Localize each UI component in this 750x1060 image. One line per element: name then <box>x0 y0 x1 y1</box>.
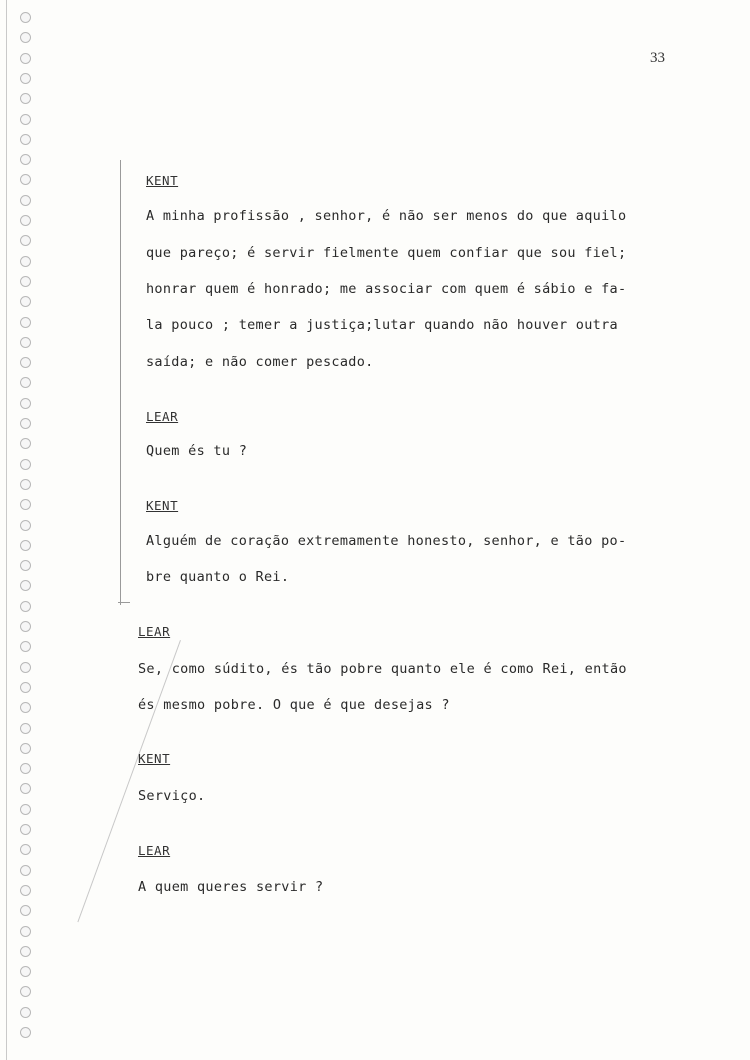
dialogue-line: honrar quem é honrado; me associar com quem é sábio e fa- <box>146 281 627 297</box>
binder-hole <box>20 580 31 591</box>
binder-hole <box>20 256 31 267</box>
dialogue-line: saída; e não comer pescado. <box>146 354 374 370</box>
speaker-name: KENT <box>146 173 179 188</box>
binder-hole <box>20 560 31 571</box>
dialogue-line: Serviço. <box>138 788 206 804</box>
dialogue-line: és mesmo pobre. O que é que desejas ? <box>138 697 450 713</box>
binder-hole <box>20 134 31 145</box>
binder-hole <box>20 885 31 896</box>
binder-hole <box>20 499 31 510</box>
binder-hole <box>20 986 31 997</box>
binder-hole <box>20 154 31 165</box>
binder-hole <box>20 114 31 125</box>
binder-hole <box>20 235 31 246</box>
speaker-name: LEAR <box>138 624 171 639</box>
speaker-name: LEAR <box>146 409 179 424</box>
binder-hole <box>20 601 31 612</box>
speaker-name: KENT <box>138 751 171 766</box>
dialogue-line: A minha profissão , senhor, é não ser menos do que aquilo <box>146 208 627 224</box>
binder-hole <box>20 662 31 673</box>
binder-hole <box>20 479 31 490</box>
binder-hole <box>20 743 31 754</box>
binder-hole <box>20 682 31 693</box>
binder-hole <box>20 844 31 855</box>
binder-hole <box>20 215 31 226</box>
binder-hole <box>20 824 31 835</box>
binder-hole <box>20 702 31 713</box>
binder-hole <box>20 926 31 937</box>
binder-hole <box>20 459 31 470</box>
dialogue-line: Quem és tu ? <box>146 443 248 459</box>
binder-hole <box>20 12 31 23</box>
speaker-name: KENT <box>146 498 179 513</box>
binder-hole <box>20 520 31 531</box>
binder-hole <box>20 53 31 64</box>
binder-hole <box>20 32 31 43</box>
binder-hole <box>20 93 31 104</box>
binder-hole <box>20 377 31 388</box>
binder-hole <box>20 276 31 287</box>
binder-hole <box>20 621 31 632</box>
speaker-name: LEAR <box>138 843 171 858</box>
binder-hole <box>20 905 31 916</box>
binder-hole <box>20 1007 31 1018</box>
binder-hole <box>20 357 31 368</box>
binder-hole <box>20 966 31 977</box>
binder-hole <box>20 73 31 84</box>
binder-hole <box>20 865 31 876</box>
binder-hole <box>20 783 31 794</box>
margin-line <box>0 0 7 1060</box>
binder-hole <box>20 1027 31 1038</box>
binder-hole <box>20 296 31 307</box>
binder-hole <box>20 195 31 206</box>
page-number: 33 <box>650 50 665 66</box>
binder-hole <box>20 946 31 957</box>
binder-hole <box>20 540 31 551</box>
binder-hole <box>20 337 31 348</box>
dialogue-line: que pareço; é servir fielmente quem confiar que sou fiel; <box>146 245 627 261</box>
margin-bracket-mark <box>120 160 129 605</box>
binder-hole <box>20 723 31 734</box>
binder-hole <box>20 804 31 815</box>
binder-hole <box>20 763 31 774</box>
dialogue-line: la pouco ; temer a justiça;lutar quando não houver outra <box>146 317 618 333</box>
margin-bracket-tail <box>118 602 130 603</box>
binder-hole <box>20 418 31 429</box>
dialogue-line: Alguém de coração extremamente honesto, senhor, e tão po- <box>146 533 627 549</box>
binder-hole <box>20 317 31 328</box>
binder-hole <box>20 398 31 409</box>
binder-holes <box>20 12 36 1052</box>
dialogue-line: Se, como súdito, és tão pobre quanto ele é como Rei, então <box>138 661 627 677</box>
binder-hole <box>20 438 31 449</box>
binder-hole <box>20 641 31 652</box>
dialogue-line: bre quanto o Rei. <box>146 569 290 585</box>
binder-hole <box>20 174 31 185</box>
dialogue-line: A quem queres servir ? <box>138 879 324 895</box>
